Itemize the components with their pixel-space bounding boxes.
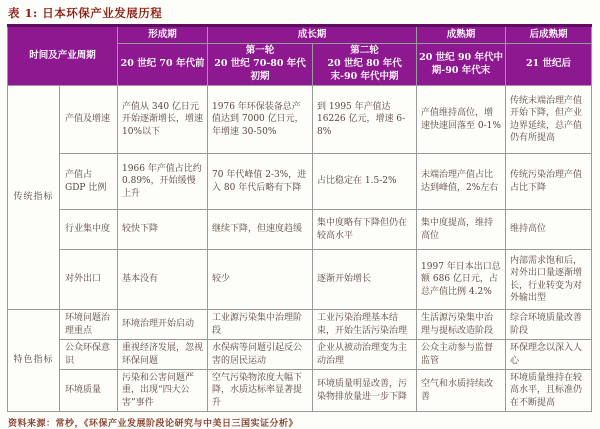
cell: 综合环境质量改善阶段 [506,310,592,340]
table-row-exports [8,250,592,310]
row-label: 环境问题治理重点 [60,310,118,340]
period-label-3: 20 世纪 80 年代末-90 年代中期 [327,58,402,82]
round-label-2: 第二轮 [350,45,379,57]
cell: 企业从被动治理变为主动治理 [313,340,417,370]
cell: 产值维持高位，增速快速回落至 0-1% [417,86,506,154]
table-row-output-growth [8,86,592,154]
cell: 1997 年日本出口总额 686 亿日元，占总产值比例 4.2% [417,250,506,310]
cell: 产值从 340 亿日元开始逐渐增长，增速 10%以下 [118,86,208,154]
table-row-env-quality [8,370,592,412]
cell: 1966 年产值占比约 0.89%，开始缓慢上升 [118,154,208,210]
cell: 工业污染治理基本结束，开始生活污染治理 [313,310,417,340]
row-label: 对外出口 [60,250,118,310]
stage-header-mature: 成熟期 [417,26,506,44]
round-label-1: 第一轮 [245,45,275,57]
cell: 维持高位 [506,210,592,250]
cell: 逐渐开始增长 [313,250,417,310]
cell: 传统污染治理产值占比下降 [506,154,592,210]
cell: 70 年代峰值 2-3%，进入 80 年代后略有下降 [208,154,313,210]
row-label: 公众环保意识 [60,340,118,370]
cell: 集中度提高，维持高位 [417,210,506,250]
table-row-concentration [8,210,592,250]
cell: 重视经济发展，忽视环保问题 [118,340,208,370]
cell: 内部需求饱和后，对外出口量逐渐增长，行业转变为对外输出型 [506,250,592,310]
cell: 1976 年环保装备总产值达到 7000 亿日元，年增速 30-50% [208,86,313,154]
cell: 空气和水质持续改善 [417,370,506,412]
group-label-characteristic: 特色指标 [8,310,60,412]
table-body [8,86,592,412]
cell: 空气污染物浓度大幅下降，水质达标率显著提升 [208,370,313,412]
table-row-public-awareness [8,340,592,370]
group-label-traditional: 传统指标 [8,86,60,310]
period-header-1: 20 世纪 70 年代前 [118,44,208,86]
row-label: 环境质量 [60,370,118,412]
corner-header: 时间及产业周期 [8,26,118,86]
japan-env-industry-table [7,24,592,412]
row-label: 行业集中度 [60,210,118,250]
period-header-5: 21 世纪后 [506,44,592,86]
cell: 传统末端治理产值开始下降，但产业边界延续，总产值仍有所提高 [506,86,592,154]
cell: 继续下降，但速度趋缓 [208,210,313,250]
row-label: 产值占 GDP 比例 [60,154,118,210]
cell: 环境质量维持在较高水平，且标准仍在不断提高 [506,370,592,412]
cell: 较少 [208,250,313,310]
stage-header-growth: 成长期 [208,26,417,44]
source-note: 资料来源：常杪，《环保产业发展阶段论研究与中美日三国实证分析》 [8,419,299,429]
cell: 到 1995 年产值达 16226 亿元，增速 6-8% [313,86,417,154]
period-label-2: 20 世纪 70-80 年代初期 [214,58,306,82]
stage-header-forming: 形成期 [118,26,208,44]
period-header-4: 20 世纪 90 年代中期-90 年代末 [417,44,506,86]
cell: 末端治理产值占比达到峰值，2%左右 [417,154,506,210]
cell: 水俣病等问题引起反公害的居民运动 [208,340,313,370]
stage-header-postmature: 后成熟期 [506,26,592,44]
cell: 工业源污染集中治理阶段 [208,310,313,340]
row-label: 产值及增速 [60,86,118,154]
cell: 污染和公害问题严重，出现“四大公害”事件 [118,370,208,412]
cell: 基本没有 [118,250,208,310]
cell: 环境治理开始启动 [118,310,208,340]
cell: 较快下降 [118,210,208,250]
table-row-gdp-share [8,154,592,210]
page-title: 表 1: 日本环保产业发展历程 [8,6,163,20]
stage-header-row [8,26,592,44]
cell: 占比稳定在 1.5-2% [313,154,417,210]
table-header [8,26,592,86]
cell: 生活源污染集中治理与提标改造阶段 [417,310,506,340]
cell: 环境质量明显改善，污染物排放量进一步下降 [313,370,417,412]
cell: 环保理念以深入人心 [506,340,592,370]
cell: 公众主动参与监督监管 [417,340,506,370]
period-header-3 [313,44,417,86]
table-row-treatment-focus [8,310,592,340]
cell: 集中度略有下降但仍在较高水平 [313,210,417,250]
period-header-2 [208,44,313,86]
